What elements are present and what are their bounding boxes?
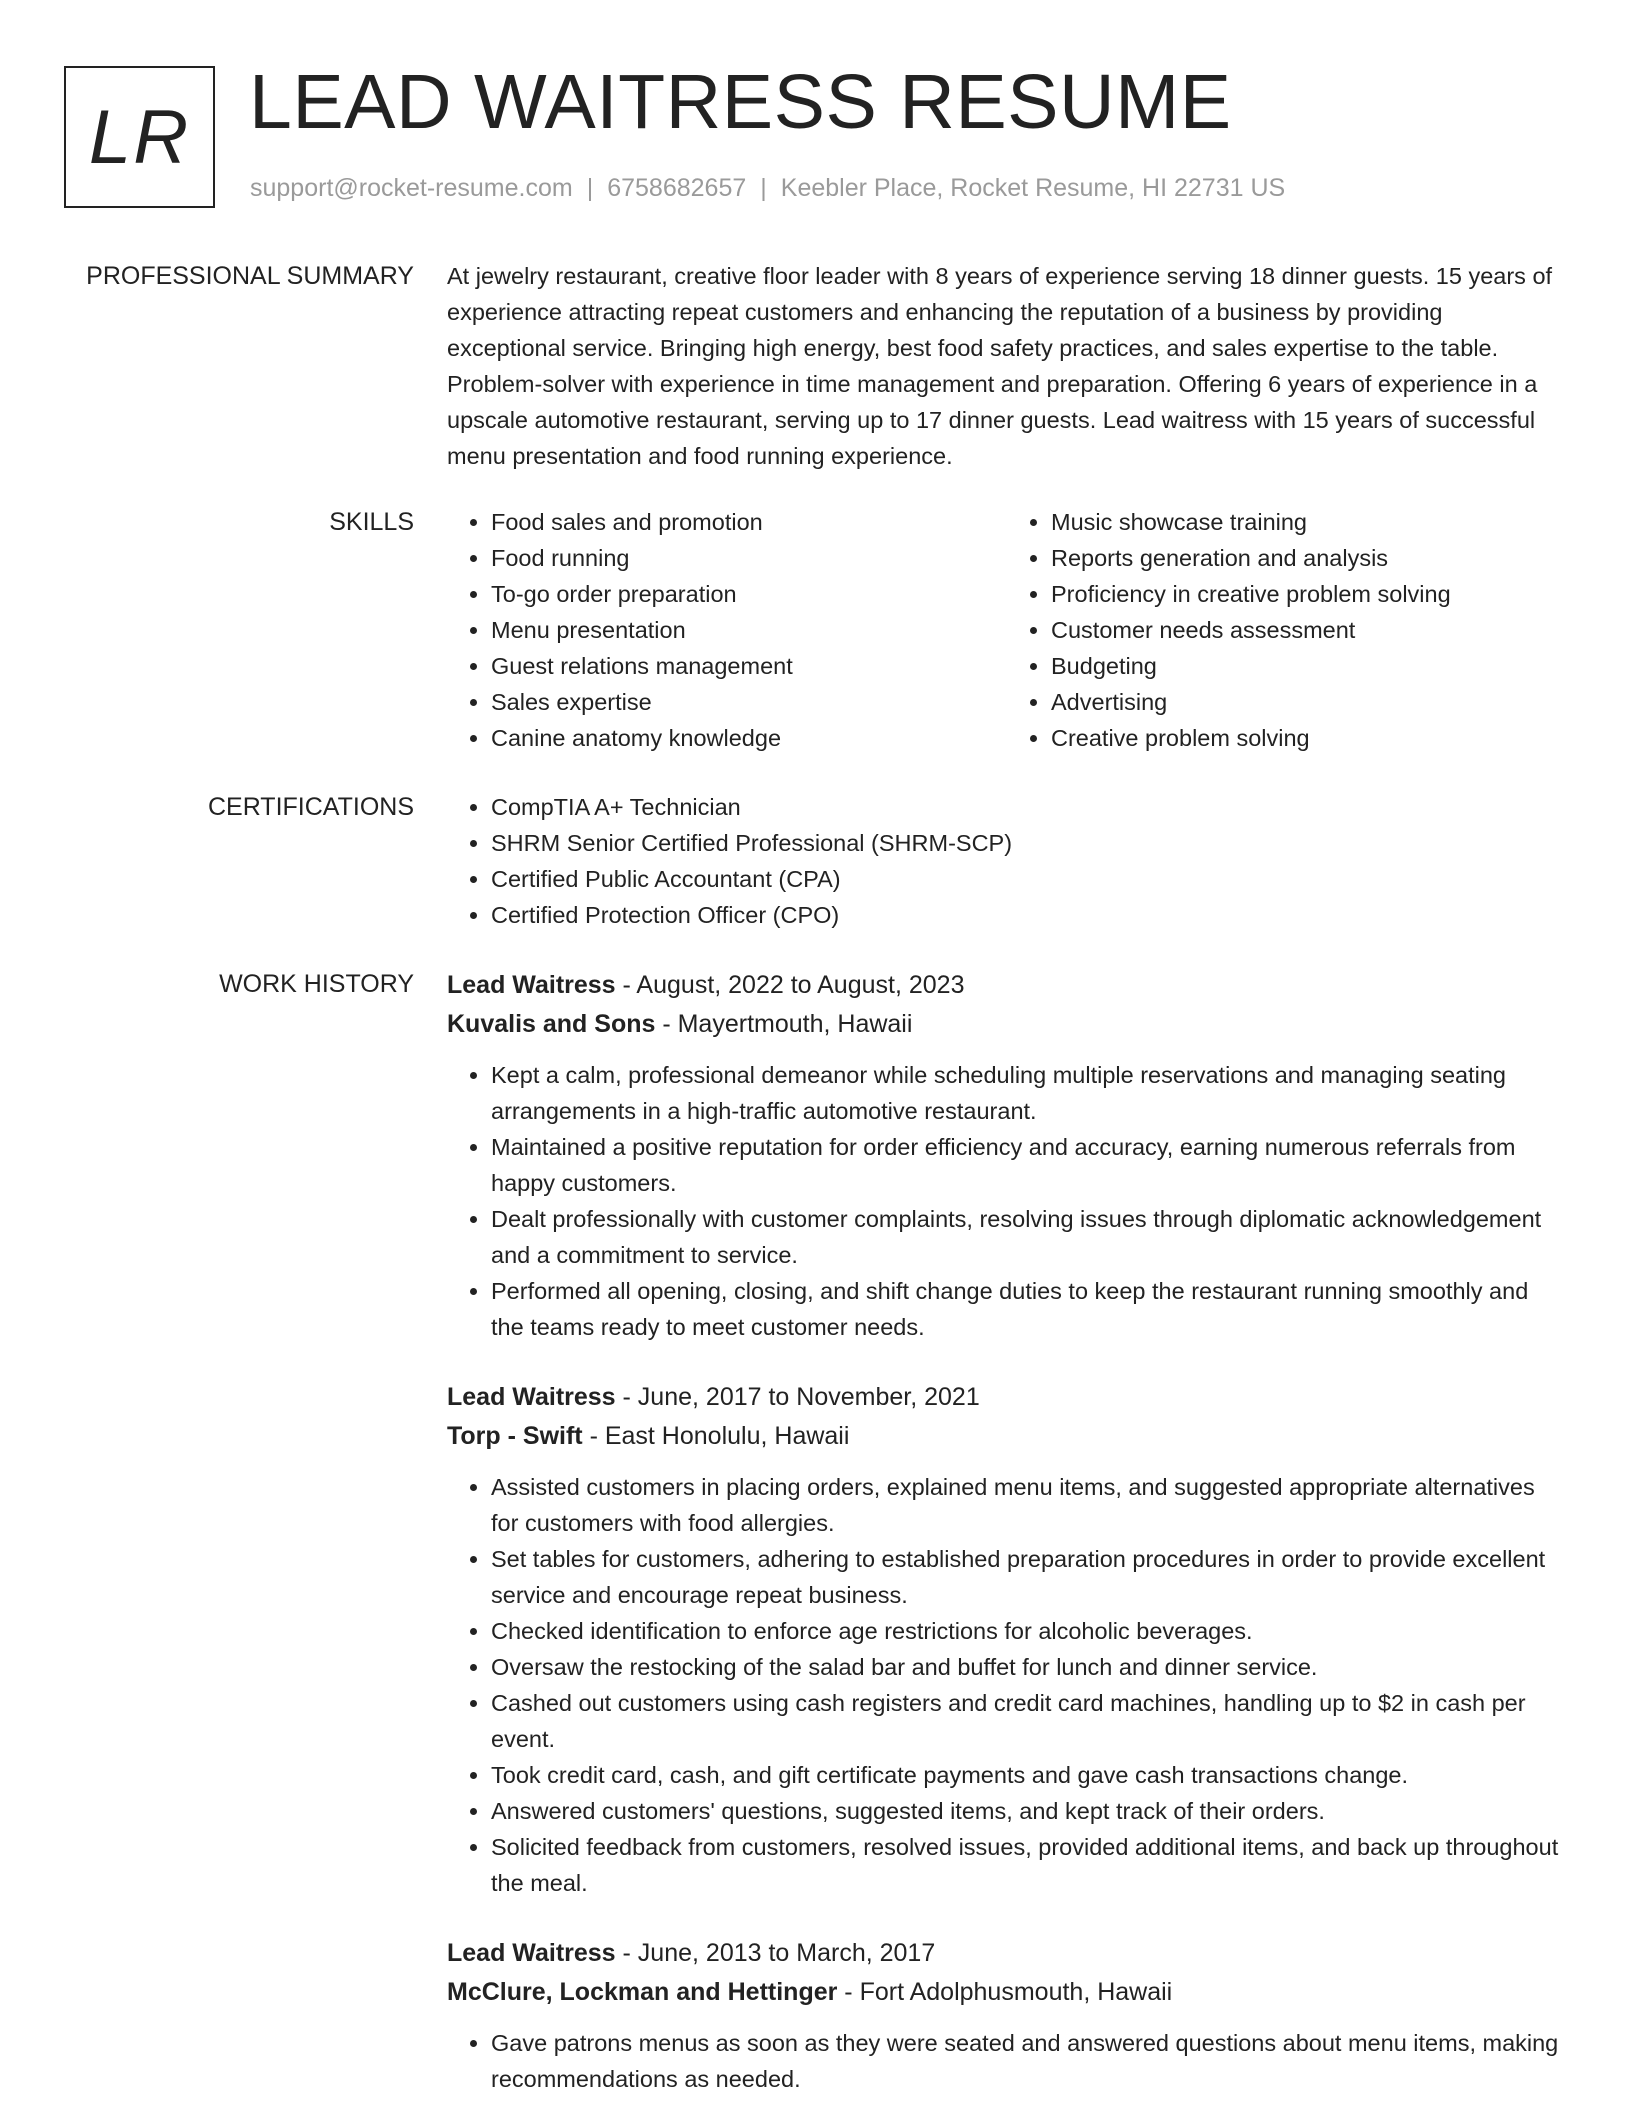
contact-line (250, 174, 1285, 203)
job-duty: • Gave patrons menus as soon as they were seated and answered questions about menu items, making recommendations as needed. (491, 2025, 1567, 2097)
job-company: McClure, Lockman and Hettinger (447, 1978, 838, 2006)
skill-item: • Advertising (1051, 684, 1567, 720)
contact-email[interactable]: support@rocket-resume.com (250, 174, 573, 202)
skill-item: • Music showcase training (1051, 504, 1567, 540)
job-dates: - June, 2017 to November, 2021 (615, 1383, 980, 1411)
job-duty: • Dealt professionally with customer complaints, resolving issues through diplomatic acknowledgement and a commitment to service. (491, 1201, 1567, 1273)
certifications-list (447, 789, 1567, 933)
skill-item: • Creative problem solving (1051, 720, 1567, 756)
job-duties (447, 1057, 1567, 1345)
job-entry (447, 1378, 1567, 1901)
skill-item: • Canine anatomy knowledge (491, 720, 1007, 756)
job-dates: - June, 2013 to March, 2017 (615, 1939, 936, 1967)
certification-item: • CompTIA A+ Technician (491, 789, 1567, 825)
job-role: Lead Waitress (447, 1939, 616, 1967)
job-company: Torp - Swift (447, 1422, 583, 1450)
job-entry (447, 1934, 1567, 2097)
work-history-heading: WORK HISTORY (219, 970, 414, 998)
skills-heading: SKILLS (329, 508, 414, 536)
certification-item: • Certified Public Accountant (CPA) (491, 861, 1567, 897)
job-entry (447, 966, 1567, 1345)
skills-list-right (1007, 504, 1567, 756)
job-location: - Fort Adolphusmouth, Hawaii (837, 1978, 1173, 2006)
resume-title: LEAD WAITRESS RESUME (249, 59, 1232, 145)
skill-item: • Customer needs assessment (1051, 612, 1567, 648)
job-title-line (447, 1378, 1567, 1417)
job-title-line (447, 966, 1567, 1005)
job-location: - Mayertmouth, Hawaii (655, 1010, 913, 1038)
skill-item: • Food running (491, 540, 1007, 576)
job-duty: • Took credit card, cash, and gift certificate payments and gave cash transactions change. (491, 1757, 1567, 1793)
job-duty: • Performed all opening, closing, and shift change duties to keep the restaurant running smoothly and the teams ready to meet customer needs. (491, 1273, 1567, 1345)
job-location: - East Honolulu, Hawaii (582, 1422, 850, 1450)
skill-item: • Menu presentation (491, 612, 1007, 648)
skill-item: • Sales expertise (491, 684, 1007, 720)
job-role: Lead Waitress (447, 971, 616, 999)
job-title-line (447, 1934, 1567, 1973)
contact-address: Keebler Place, Rocket Resume, HI 22731 US (780, 174, 1286, 202)
skills-list-left (447, 504, 1007, 756)
job-company: Kuvalis and Sons (447, 1010, 656, 1038)
skill-item: • Proficiency in creative problem solving (1051, 576, 1567, 612)
job-duty: • Oversaw the restocking of the salad bar and buffet for lunch and dinner service. (491, 1649, 1567, 1685)
contact-separator: | (586, 174, 594, 202)
job-dates: - August, 2022 to August, 2023 (615, 971, 965, 999)
job-duty: • Checked identification to enforce age restrictions for alcoholic beverages. (491, 1613, 1567, 1649)
skill-item: • To-go order preparation (491, 576, 1007, 612)
job-duty: • Kept a calm, professional demeanor while scheduling multiple reservations and managing seating arrangements in a high-traffic automotive restaurant. (491, 1057, 1567, 1129)
initials-text: LR (88, 94, 191, 180)
skill-item: • Reports generation and analysis (1051, 540, 1567, 576)
contact-phone[interactable]: 6758682657 (607, 174, 747, 202)
summary-heading: PROFESSIONAL SUMMARY (86, 262, 414, 290)
job-duties (447, 2025, 1567, 2097)
initials-logo (64, 66, 215, 208)
job-duties (447, 1469, 1567, 1901)
job-duty: • Maintained a positive reputation for order efficiency and accuracy, earning numerous referrals from happy customers. (491, 1129, 1567, 1201)
job-company-line (447, 1417, 1567, 1456)
job-duty: • Cashed out customers using cash registers and credit card machines, handling up to $2 in cash per event. (491, 1685, 1567, 1757)
certifications-heading: CERTIFICATIONS (207, 793, 414, 821)
job-duty: • Set tables for customers, adhering to established preparation procedures in order to provide excellent service and encourage repeat business. (491, 1541, 1567, 1613)
job-duty: • Assisted customers in placing orders, explained menu items, and suggested appropriate alternatives for customers with food allergies. (491, 1469, 1567, 1541)
certification-item: • Certified Protection Officer (CPO) (491, 897, 1567, 933)
job-company-line (447, 1005, 1567, 1044)
job-role: Lead Waitress (447, 1383, 616, 1411)
skill-item: • Guest relations management (491, 648, 1007, 684)
job-company-line (447, 1973, 1567, 2012)
job-duty: • Solicited feedback from customers, resolved issues, provided additional items, and back up throughout the meal. (491, 1829, 1567, 1901)
certification-item: • SHRM Senior Certified Professional (SHRM-SCP) (491, 825, 1567, 861)
summary-text: At jewelry restaurant, creative floor leader with 8 years of experience serving 18 dinner guests. 15 years of experience attracting repeat customers and enhancing the reputation of a business by providing exceptional service. Bringing high energy, best food safety practices, and sales expertise to the table. Problem-solver with experience in time management and preparation. Offering 6 years of experience in a upscale automotive restaurant, serving up to 17 dinner guests. Lead waitress with 15 years of successful menu presentation and food running experience. (447, 263, 1553, 469)
skill-item: • Food sales and promotion (491, 504, 1007, 540)
skill-item: • Budgeting (1051, 648, 1567, 684)
job-duty: • Answered customers' questions, suggested items, and kept track of their orders. (491, 1793, 1567, 1829)
contact-separator: | (760, 174, 767, 202)
